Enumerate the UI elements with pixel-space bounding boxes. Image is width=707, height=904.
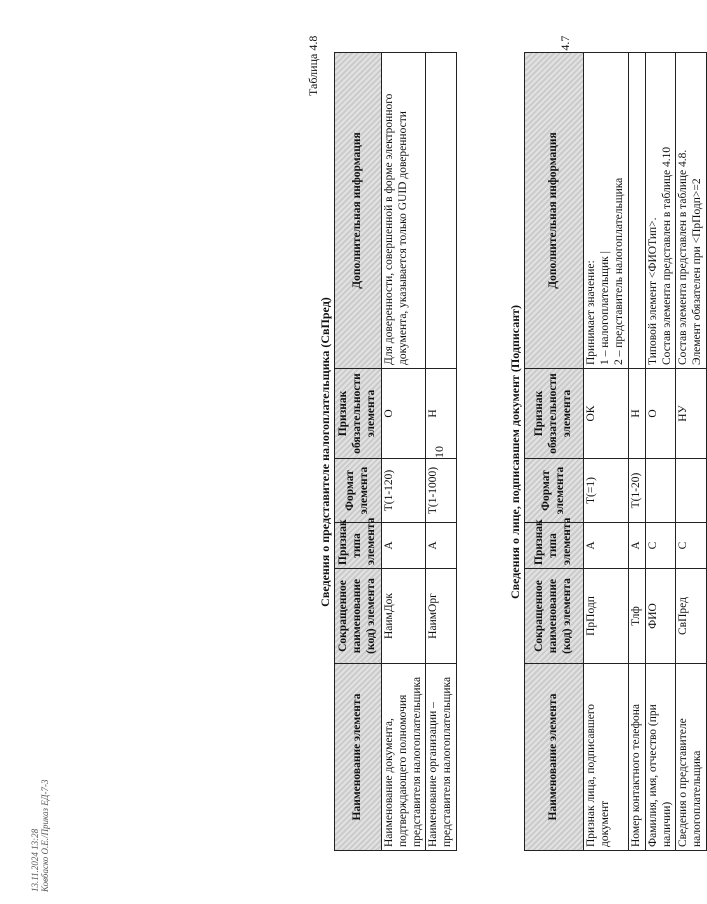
- cell-type: А: [426, 523, 457, 569]
- cell-required: НУ: [676, 369, 707, 459]
- cell-required: О: [645, 369, 676, 459]
- table-4-8-header-row: [335, 53, 382, 851]
- header-element-format: Формат элемента: [335, 459, 382, 523]
- header-element-code: Сокращенное наименование (код) элемента: [335, 569, 382, 664]
- table-row: [676, 53, 707, 851]
- cell-name: Сведения о представителе налогоплательщика: [676, 664, 707, 851]
- table-4-7-header-row: [525, 53, 584, 851]
- cell-info: Типовой элемент <ФИОТип>. Состав элемента представлен в таблице 4.10: [645, 53, 676, 369]
- header-element-type: Признак типа элемента: [525, 523, 584, 569]
- header-element-name: Наименование элемента: [525, 664, 584, 851]
- header-element-required: Признак обязательности элемента: [525, 369, 584, 459]
- cell-type: А: [629, 523, 646, 569]
- cell-code: НаимОрг: [426, 569, 457, 664]
- header-element-type: Признак типа элемента: [335, 523, 382, 569]
- cell-type: С: [676, 523, 707, 569]
- table-row: [382, 53, 426, 851]
- header-additional-info: Дополнительная информация: [335, 53, 382, 369]
- cell-info: Состав элемента представлен в таблице 4.8. Элемент обязателен при <ПрПодп>=2: [676, 53, 707, 369]
- cell-format: Т(1-120): [382, 459, 426, 523]
- cell-code: ПрПодп: [584, 569, 629, 664]
- cell-required: Н: [426, 369, 457, 459]
- cell-code: СвПред: [676, 569, 707, 664]
- cell-type: А: [382, 523, 426, 569]
- cell-type: А: [584, 523, 629, 569]
- cell-code: Тлф: [629, 569, 646, 664]
- table-row: [645, 53, 676, 851]
- header-element-code: Сокращенное наименование (код) элемента: [525, 569, 584, 664]
- cell-format: Т(1-1000): [426, 459, 457, 523]
- cell-code: НаимДок: [382, 569, 426, 664]
- cell-info: [629, 53, 646, 369]
- signature-stamp: [30, 779, 51, 892]
- table-4-8-label: Таблица 4.8: [306, 35, 320, 96]
- cell-name: Номер контактного телефона: [629, 664, 646, 851]
- cell-name: Наименование организации – представителя налогоплательщика: [426, 664, 457, 851]
- table-4-7-title: Сведения о лице, подписавшем документ (Подписант): [508, 304, 522, 600]
- cell-type: С: [645, 523, 676, 569]
- table-row: [584, 53, 629, 851]
- table-4-7: [524, 52, 707, 851]
- header-element-name: Наименование элемента: [335, 664, 382, 851]
- cell-name: Наименование документа, подтверждающего полномочия представителя налогоплательщика: [382, 664, 426, 851]
- header-additional-info: Дополнительная информация: [525, 53, 584, 369]
- cell-format: [645, 459, 676, 523]
- cell-required: Н: [629, 369, 646, 459]
- cell-format: [676, 459, 707, 523]
- cell-required: О: [382, 369, 426, 459]
- header-element-format: Формат элемента: [525, 459, 584, 523]
- cell-code: ФИО: [645, 569, 676, 664]
- cell-info: Принимает значение: 1 – налогоплательщик | 2 – представитель налогоплательщика: [584, 53, 629, 369]
- cell-format: Т(=1): [584, 459, 629, 523]
- stamp-date: 13.11.2024 13:28: [30, 828, 40, 892]
- table-4-8-title: Сведения о представителе налогоплательщика (СвПред): [318, 297, 332, 607]
- cell-format: Т(1-20): [629, 459, 646, 523]
- table-row: [629, 53, 646, 851]
- cell-info: Для доверенности, совершенной в форме электронного документа, указывается только GUID доверенности: [382, 53, 426, 369]
- stamp-signer: Ковбаско О.Е./Приказ ЕД-7-3: [40, 779, 51, 892]
- page-number: 10: [432, 446, 446, 458]
- cell-name: Фамилия, имя, отчество (при наличии): [645, 664, 676, 851]
- cell-name: Признак лица, подписавшего документ: [584, 664, 629, 851]
- cell-required: ОК: [584, 369, 629, 459]
- header-element-required: Признак обязательности элемента: [335, 369, 382, 459]
